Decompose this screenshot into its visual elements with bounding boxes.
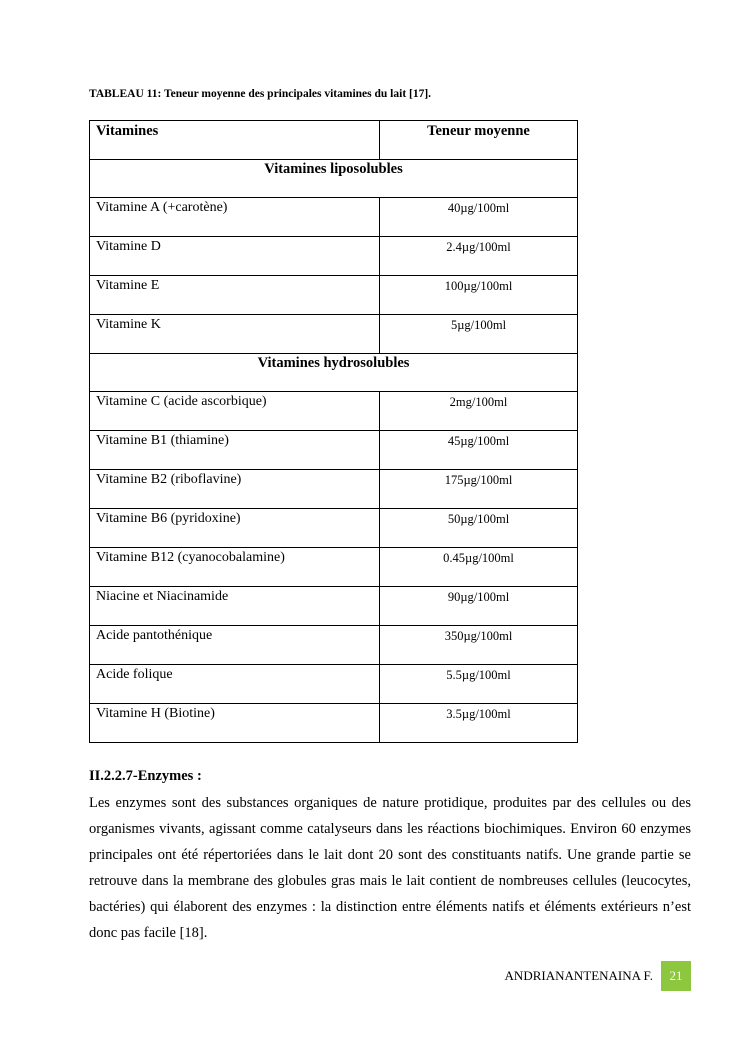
vitamin-value: 175µg/100ml [380, 470, 578, 509]
table-row [90, 509, 578, 548]
section-row [90, 160, 578, 198]
section-title: II.2.2.7-Enzymes : [89, 768, 202, 784]
vitamin-value: 5µg/100ml [380, 315, 578, 354]
vitamin-name: Vitamine K [90, 315, 380, 354]
header-vitamines: Vitamines [90, 121, 380, 160]
vitamin-name: Acide pantothénique [90, 626, 380, 665]
vitamin-value: 2.4µg/100ml [380, 237, 578, 276]
vitamin-value: 90µg/100ml [380, 587, 578, 626]
vitamin-name: Vitamine B2 (riboflavine) [90, 470, 380, 509]
vitamin-name: Vitamine D [90, 237, 380, 276]
vitamin-name: Niacine et Niacinamide [90, 587, 380, 626]
vitamin-value: 50µg/100ml [380, 509, 578, 548]
vitamin-value: 40µg/100ml [380, 198, 578, 237]
vitamin-value: 5.5µg/100ml [380, 665, 578, 704]
page-number-badge: 21 [661, 961, 691, 991]
table-row [90, 470, 578, 509]
table-caption: TABLEAU 11: Teneur moyenne des principales vitamines du lait [17]. [89, 88, 432, 100]
section-heading: Vitamines hydrosolubles [90, 354, 578, 392]
vitamin-value: 0.45µg/100ml [380, 548, 578, 587]
vitamin-name: Vitamine B12 (cyanocobalamine) [90, 548, 380, 587]
vitamin-name: Vitamine H (Biotine) [90, 704, 380, 743]
vitamin-value: 2mg/100ml [380, 392, 578, 431]
section-row [90, 354, 578, 392]
footer-author: ANDRIANANTENAINA F. [504, 968, 653, 983]
vitamin-name: Vitamine C (acide ascorbique) [90, 392, 380, 431]
table-row [90, 548, 578, 587]
vitamin-name: Vitamine B6 (pyridoxine) [90, 509, 380, 548]
section-paragraph: Les enzymes sont des substances organiques de nature protidique, produites par des cellules ou des organismes vivants, agissant comme catalyseurs dans les réactions biochimiques. Environ 60 enzymes principales ont été répertoriées dans le lait dont 20 sont des constituants natifs. Une grande partie se retrouve dans la membrane des globules gras mais le lait contient de nombreuses cellules (leucocytes, bactéries) qui élaborent des enzymes : la distinction entre éléments natifs et éléments extérieurs n’est donc pas facile [18]. [89, 795, 691, 941]
table-row [90, 315, 578, 354]
table-row [90, 704, 578, 743]
table-header-row [90, 121, 578, 160]
header-teneur: Teneur moyenne [380, 121, 578, 160]
table-row [90, 392, 578, 431]
vitamin-name: Vitamine E [90, 276, 380, 315]
section-heading: Vitamines liposolubles [90, 160, 578, 198]
vitamin-value: 350µg/100ml [380, 626, 578, 665]
page-footer [505, 961, 691, 991]
vitamin-value: 100µg/100ml [380, 276, 578, 315]
table-row [90, 198, 578, 237]
table-row [90, 431, 578, 470]
vitamin-name: Vitamine B1 (thiamine) [90, 431, 380, 470]
table-row [90, 276, 578, 315]
vitamin-value: 3.5µg/100ml [380, 704, 578, 743]
vitamin-name: Acide folique [90, 665, 380, 704]
table-row [90, 626, 578, 665]
vitamin-value: 45µg/100ml [380, 431, 578, 470]
vitamin-name: Vitamine A (+carotène) [90, 198, 380, 237]
table-row [90, 587, 578, 626]
table-row [90, 237, 578, 276]
vitamins-table [89, 120, 578, 743]
table-row [90, 665, 578, 704]
